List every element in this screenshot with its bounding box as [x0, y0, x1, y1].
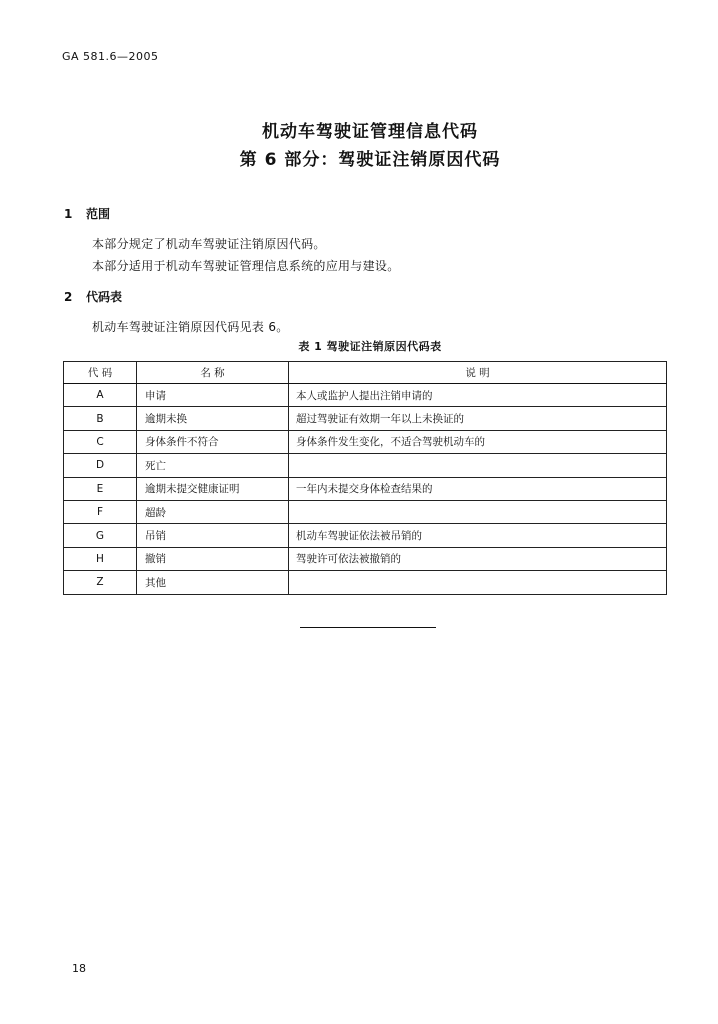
section-2-paragraph: 机动车驾驶证注销原因代码见表 6。 — [92, 320, 289, 334]
cell-description — [289, 500, 667, 523]
cell-name: 超龄 — [137, 500, 289, 523]
section-1-number: 1 — [64, 207, 73, 221]
cell-description: 一年内未提交身体检查结果的 — [289, 477, 667, 500]
table-row — [64, 384, 667, 407]
cell-name: 身体条件不符合 — [137, 430, 289, 453]
table-caption: 表 1 驾驶证注销原因代码表 — [298, 340, 442, 353]
cell-name: 撤销 — [137, 547, 289, 570]
section-1-paragraph: 本部分规定了机动车驾驶证注销原因代码。 — [92, 237, 326, 251]
cell-description: 驾驶许可依法被撤销的 — [289, 547, 667, 570]
table-row — [64, 430, 667, 453]
cell-description — [289, 454, 667, 477]
cell-name: 吊销 — [137, 524, 289, 547]
cell-name: 死亡 — [137, 454, 289, 477]
standard-code: GA 581.6—2005 — [62, 50, 159, 63]
cell-code: Z — [64, 571, 137, 594]
end-of-part-rule — [300, 627, 436, 628]
section-2-heading — [64, 288, 122, 305]
cell-code: H — [64, 547, 137, 570]
section-1-heading — [64, 205, 110, 222]
table-row — [64, 524, 667, 547]
cell-code: F — [64, 500, 137, 523]
column-header-code: 代 码 — [64, 362, 137, 384]
cell-description: 机动车驾驶证依法被吊销的 — [289, 524, 667, 547]
cell-description — [289, 571, 667, 594]
column-header-name: 名 称 — [137, 362, 289, 384]
cell-description: 本人或监护人提出注销申请的 — [289, 384, 667, 407]
table-row — [64, 477, 667, 500]
cell-code: G — [64, 524, 137, 547]
cell-code: D — [64, 454, 137, 477]
table-row — [64, 571, 667, 594]
table-row — [64, 500, 667, 523]
section-2-number: 2 — [64, 290, 73, 304]
column-header-description: 说 明 — [289, 362, 667, 384]
cell-name: 其他 — [137, 571, 289, 594]
page-number: 18 — [72, 962, 86, 975]
code-table — [63, 361, 667, 595]
table-row — [64, 547, 667, 570]
cell-name: 逾期未换 — [137, 407, 289, 430]
cell-code: E — [64, 477, 137, 500]
cell-code: C — [64, 430, 137, 453]
section-1-paragraph: 本部分适用于机动车驾驶证管理信息系统的应用与建设。 — [92, 259, 400, 273]
cell-description: 超过驾驶证有效期一年以上未换证的 — [289, 407, 667, 430]
cell-code: A — [64, 384, 137, 407]
cell-name: 逾期未提交健康证明 — [137, 477, 289, 500]
document-subtitle: 第 6 部分：驾驶证注销原因代码 — [239, 150, 501, 170]
table-row — [64, 454, 667, 477]
document-title: 机动车驾驶证管理信息代码 — [262, 122, 478, 142]
section-2-title: 代码表 — [86, 290, 123, 304]
cell-code: B — [64, 407, 137, 430]
cell-name: 申请 — [137, 384, 289, 407]
table-header-row — [64, 362, 667, 384]
table-row — [64, 407, 667, 430]
cell-description: 身体条件发生变化，不适合驾驶机动车的 — [289, 430, 667, 453]
section-1-title: 范围 — [86, 207, 111, 221]
